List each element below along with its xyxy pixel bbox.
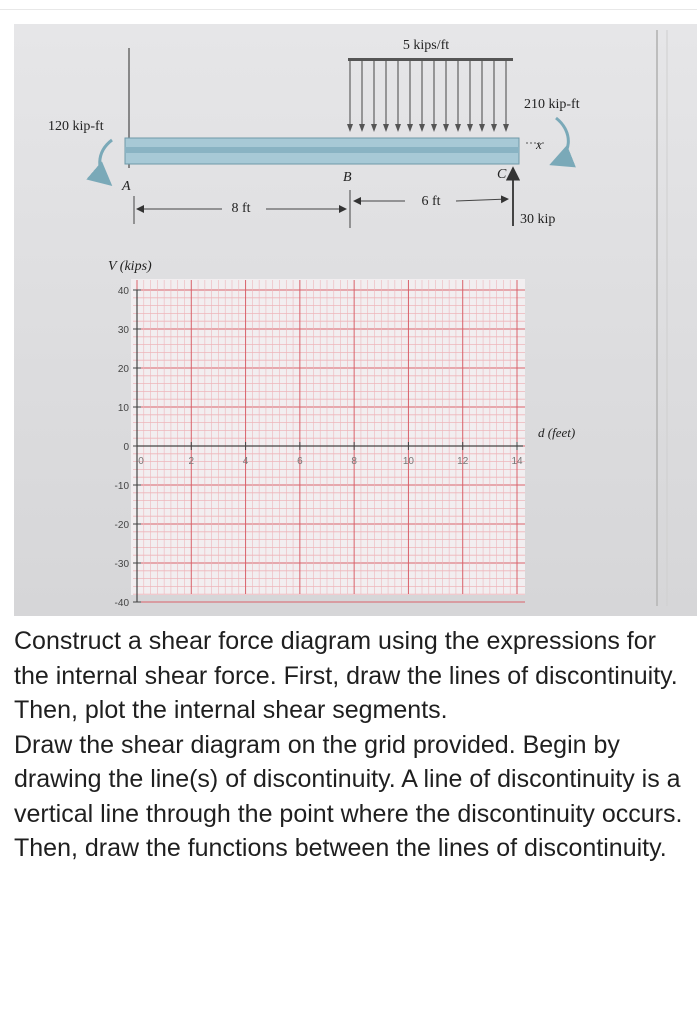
y-tick-label: 10 xyxy=(117,403,129,414)
load-arrow-head xyxy=(347,124,353,132)
moment-right-label: 210 kip-ft xyxy=(524,97,580,112)
load-arrow-head xyxy=(467,124,473,132)
point-c-label: C xyxy=(497,167,507,182)
x-axis-label: x xyxy=(536,137,542,152)
load-arrow-head xyxy=(431,124,437,132)
x-tick-label: 2 xyxy=(188,456,195,467)
load-arrow-head xyxy=(419,124,425,132)
moment-right-arrow xyxy=(552,118,568,164)
x-tick-label: 8 xyxy=(351,456,357,467)
moment-left-label: 120 kip-ft xyxy=(48,119,104,134)
load-arrow-head xyxy=(407,124,413,132)
load-label: 5 kips/ft xyxy=(402,38,450,53)
load-arrow-head xyxy=(371,124,377,132)
x-tick-label: 6 xyxy=(297,456,303,467)
load-top-bar xyxy=(348,58,513,61)
load-arrow-head xyxy=(491,124,497,132)
load-arrow-head xyxy=(503,124,509,132)
question-text xyxy=(14,624,694,866)
y-tick-label: -30 xyxy=(114,559,129,570)
y-tick-label: -40 xyxy=(114,598,129,609)
beam-figure xyxy=(48,38,580,228)
point-a-label: A xyxy=(122,179,131,194)
x-tick-label: 14 xyxy=(511,456,523,467)
point-b-label: B xyxy=(343,170,352,185)
x-tick-label: 0 xyxy=(138,456,144,467)
load-arrow-head xyxy=(455,124,461,132)
y-tick-label: -20 xyxy=(114,520,129,531)
y-tick-label: 0 xyxy=(123,442,129,453)
x-tick-label: 12 xyxy=(457,456,469,467)
shear-grid[interactable] xyxy=(131,279,525,602)
span-bc-label: 6 ft xyxy=(421,194,441,209)
load-arrow-head xyxy=(383,124,389,132)
load-arrow-head xyxy=(359,124,365,132)
span-ab-label: 8 ft xyxy=(231,201,251,216)
y-axis-title: V (kips) xyxy=(108,259,152,274)
question-paragraph-2: Draw the shear diagram on the grid provided. Begin by drawing the line(s) of discontinuity. A line of discontinuity is a vertical line through the point where the discontinuity occurs. Then, draw the functions between the lines of discontinuity. xyxy=(14,730,683,862)
moment-left-arrow xyxy=(100,140,112,184)
y-tick-label: 40 xyxy=(117,286,129,297)
x-tick-label: 10 xyxy=(402,456,414,467)
load-arrow-head xyxy=(479,124,485,132)
y-tick-label: 20 xyxy=(117,364,129,375)
dim-bc-right xyxy=(456,199,508,201)
y-tick-label: -10 xyxy=(114,481,129,492)
question-paragraph-1: Construct a shear force diagram using the expressions for the internal shear force. First, draw the lines of discontinuity. Then, plot the internal shear segments. xyxy=(14,627,678,724)
load-arrow-head xyxy=(443,124,449,132)
reaction-label: 30 kip xyxy=(520,212,556,227)
x-tick-label: 4 xyxy=(242,456,249,467)
y-tick-label: 30 xyxy=(117,325,129,336)
x-axis-title: d (feet) xyxy=(538,425,576,440)
load-arrow-head xyxy=(395,124,401,132)
beam-shade xyxy=(125,147,519,153)
distributed-load-arrows xyxy=(347,60,509,132)
